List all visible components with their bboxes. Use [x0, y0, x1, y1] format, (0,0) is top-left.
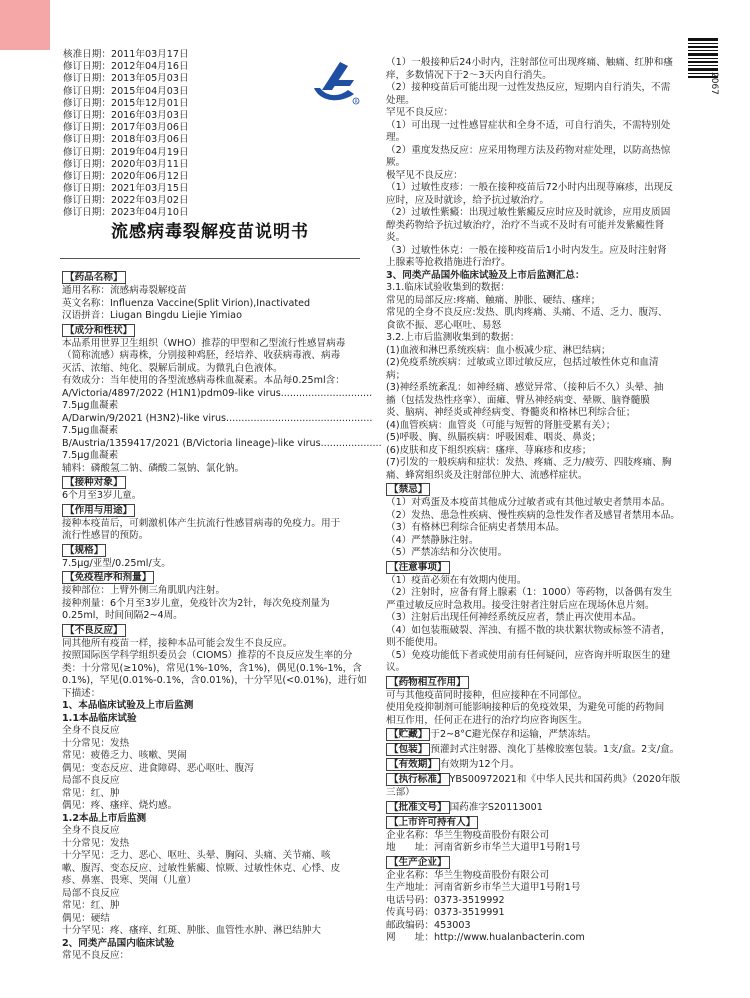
- section-heading-line: [62, 323, 368, 338]
- section-heading: 【接种对象】: [62, 476, 126, 489]
- section-heading: 【作用与用途】: [62, 504, 135, 517]
- title-divider: [60, 258, 360, 259]
- section-heading-line: [386, 757, 716, 772]
- text-line: (6)皮肤和皮下组织疾病：瘙痒、荨麻疹和皮疹；: [386, 444, 592, 456]
- pink-corner-mark: [0, 0, 50, 50]
- text-line: （2）接种疫苗后可能出现一过性发热反应，短期内自行消失，不需: [386, 82, 671, 93]
- text-line: （4）严禁静脉注射。: [386, 534, 479, 546]
- text-line: 英文名称：Influenza Vaccine(Split Virion),Inactivated: [62, 297, 311, 309]
- section-heading: 【执行标准】: [386, 773, 450, 786]
- text-line: 接种部位：上臂外侧三角肌肌内注射。: [62, 585, 226, 596]
- text-line: （3）过敏性休克：一般在接种疫苗后1小时内发生。应及时注射肾: [386, 244, 667, 256]
- text-line: 罕见不良反应：: [386, 107, 454, 118]
- text-line: 相互作用，任何正在进行的治疗均应咨询医生。: [386, 714, 588, 726]
- section-heading-line: [62, 623, 368, 638]
- text-line: 上腺素等抢救措施进行治疗。: [386, 257, 511, 268]
- section-heading: 【药品名称】: [62, 271, 126, 284]
- text-line: 偶见：变态反应、进食障碍、恶心呕吐、腹泻: [62, 762, 254, 774]
- text-line: (3)神经系统紊乱：如神经痛、感觉异常、（接种后不久）头晕、抽: [386, 382, 664, 393]
- text-line: 十分罕见：疼、瘙痒、红斑、肿胀、血管性水肿、淋巴结肿大: [62, 925, 322, 936]
- text-line: 食欲不振、恶心呕吐、易怒: [386, 319, 502, 331]
- text-line: 本品系用世界卫生组织（WHO）推荐的甲型和乙型流行性感冒病毒: [62, 337, 346, 349]
- section-heading: 【有效期】: [386, 758, 440, 771]
- text-line: 流行性感冒的预防。: [62, 530, 149, 541]
- section-heading-line: [386, 772, 716, 787]
- section-heading: 【不良反应】: [62, 624, 126, 637]
- text-line: 全身不良反应: [62, 825, 120, 836]
- text-line: 疹、鼻塞、畏寒、哭闹（儿童）: [62, 875, 197, 886]
- subsection-heading: 1、本品临床试验及上市后监测: [62, 700, 194, 711]
- text-line: 通用名称：流感病毒裂解疫苗: [62, 285, 187, 296]
- text-line: 痒，多数情况下于2～3天内自行消失。: [386, 69, 552, 81]
- text-line: 使用免疫抑制剂可能影响接种后的免疫效果，为避免可能的药物间: [386, 702, 665, 713]
- text-line: 可与其他疫苗同时接种，但应接种在不同部位。: [386, 689, 588, 701]
- barcode-number: 2067: [709, 72, 719, 95]
- text-line: 十分罕见：乏力、恶心、呕吐、头晕、胸闷、头痛、关节痛、咳: [62, 850, 331, 861]
- section-heading: 【批准文号】: [386, 801, 450, 814]
- text-line: 灭活、浓缩、纯化、裂解后制成。为微乳白色液体。: [62, 362, 283, 374]
- text-line: 接种剂量：6个月至3岁儿童，免疫针次为2针，每次免疫剂量为: [62, 597, 330, 609]
- text-line: （1）可出现一过性感冒症状和全身不适，可自行消失，不需特别处: [386, 119, 671, 131]
- section-heading: 【规格】: [62, 544, 106, 557]
- text-line: 则不能使用。: [386, 637, 444, 648]
- revision-date: 修订日期：2021年03月15日: [63, 183, 189, 195]
- company-logo-icon: [310, 58, 360, 108]
- text-line: 应时，应及时就诊，给予抗过敏治疗。: [386, 194, 550, 206]
- text-line: （2）注射时，应备有肾上腺素（1：1000）等药物，以备偶有发生: [386, 587, 673, 598]
- text-line: 常见：疲倦乏力、咳嗽、哭闹: [62, 750, 187, 761]
- text-line: 6个月至3岁儿童。: [62, 490, 142, 501]
- section-heading: 【成分和性状】: [62, 324, 135, 337]
- text-line: (4)血管疾病：血管炎（可能与短暂的肾脏受累有关）；: [386, 419, 616, 431]
- section-heading-line: [62, 503, 368, 518]
- text-line: 电话号码：0373-3519992: [386, 894, 505, 906]
- section-heading: 【禁忌】: [386, 483, 430, 496]
- text-line: （2）发热、患急性疾病、慢性疾病的急性发作者及感冒者禁用本品。: [386, 509, 680, 521]
- revision-date: 修订日期：2013年05月03日: [63, 73, 189, 85]
- text-line: 同其他所有疫苗一样，接种本品可能会发生不良反应。: [62, 637, 293, 649]
- revision-date: 修订日期：2019年04月19日: [63, 146, 189, 158]
- revision-date: 修订日期：2015年12月01日: [63, 97, 189, 109]
- revision-date: 修订日期：2020年03月11日: [63, 158, 189, 170]
- revision-date: 修订日期：2015年04月03日: [63, 85, 189, 97]
- text-line: 极罕见不良反应：: [386, 169, 463, 181]
- section-heading-line: [386, 727, 716, 742]
- text-line: 议。: [386, 662, 406, 673]
- text-line: 处理。: [386, 94, 415, 106]
- section-heading: 【上市许可持有人】: [386, 816, 478, 829]
- revision-date: 修订日期：2016年03月03日: [63, 109, 189, 121]
- text-line: 汉语拼音：Liugan Bingdu Liejie Yimiao: [62, 310, 242, 321]
- revision-date: 修订日期：2020年06月12日: [63, 170, 189, 182]
- text-line: 0.1%)，罕见(0.01%-0.1%，含0.01%)，十分罕见(<0.01%)，进行如: [62, 675, 367, 686]
- text-line: A/Darwin/9/2021 (H3N2)-like virus................................................: [62, 412, 373, 424]
- text-line: 7.5μg血凝素: [62, 425, 119, 436]
- subsection-heading: 1.1本品临床试验: [62, 712, 137, 724]
- text-line: 十分常见：发热: [62, 737, 130, 749]
- text-line: 传真号码：0373-3519991: [386, 907, 505, 918]
- section-heading: 【贮藏】: [386, 728, 430, 741]
- text-line: 三部）: [386, 787, 415, 798]
- text-line: （1）对鸡蛋及本疫苗其他成分过敏者或有其他过敏史者禁用本品。: [386, 497, 671, 508]
- text-line: 十分常见：发热: [62, 837, 130, 849]
- text-line: 炎。: [386, 232, 406, 243]
- text-line: （4）如包装瓶破裂、浑浊、有摇不散的块状絮状物或标签不清者，: [386, 624, 671, 636]
- text-line: 严重过敏反应时急救用。接受注射者注射后应在现场休息片刻。: [386, 599, 655, 611]
- text-line: 理。: [386, 132, 406, 143]
- text-line: 局部不良反应: [62, 775, 120, 786]
- text-line: 局部不良反应: [62, 887, 120, 899]
- text-line: 3.1.临床试验收集到的数据：: [386, 282, 510, 293]
- text-line: （1）一般接种后24小时内，注射部位可出现疼痛、触痛、红肿和瘙: [386, 57, 673, 68]
- text-line: 偶见：疼、瘙痒、烧灼感。: [62, 800, 178, 811]
- text-line: （2）过敏性紫癜：出现过敏性紫癜反应时应及时就诊，应用皮质固: [386, 207, 671, 218]
- text-line: 常见不良反应：: [62, 950, 130, 961]
- section-inline-text: 于2~8°C避光保存和运输，严禁冻结。: [430, 729, 597, 740]
- text-line: （1）疫苗必须在有效期内使用。: [386, 574, 527, 586]
- section-heading: 【注意事项】: [386, 561, 450, 574]
- revision-date: 修订日期：2018年03月06日: [63, 134, 189, 146]
- text-line: 7.5μg/亚型/0.25ml/支。: [62, 557, 171, 569]
- revision-date: 修订日期：2017年03月06日: [63, 122, 189, 134]
- text-line: 地 址：河南省新乡市华兰大道甲1号附1号: [386, 842, 581, 853]
- text-line: 按照国际医学科学组织委员会（CIOMS）推荐的不良反应发生率的分: [62, 650, 353, 661]
- text-line: 企业名称：华兰生物疫苗股份有限公司: [386, 869, 550, 881]
- text-line: (5)呼吸、胸、纵膈疾病：呼吸困难、咽炎、鼻炎；: [386, 432, 602, 443]
- text-line: 7.5μg血凝素: [62, 400, 119, 411]
- text-line: 下描述：: [62, 687, 101, 699]
- text-line: 搐（包括发热性痉挛）、面瘫、臂丛神经病变、晕厥、脑脊髓膜: [386, 394, 650, 406]
- text-line: 辅料：磷酸氢二钠、磷酸二氢钠、氯化钠。: [62, 462, 245, 474]
- section-heading: 【药物相互作用】: [386, 676, 469, 689]
- section-heading-line: [386, 560, 716, 575]
- text-line: 接种本疫苗后，可刺激机体产生抗流行性感冒病毒的免疫力。用于: [62, 517, 341, 529]
- text-line: 7.5μg血凝素: [62, 450, 119, 461]
- text-line: B/Austria/1359417/2021 (B/Victoria lineage)-like virus....................: [62, 437, 382, 449]
- text-line: （3）注射后出现任何神经系统反应者，禁止再次使用本品。: [386, 612, 642, 623]
- text-line: 常见：红、肿: [62, 787, 120, 799]
- text-line: 生产地址：河南省新乡市华兰大道甲1号附1号: [386, 882, 581, 893]
- subsection-heading: 3、同类产品国外临床试验及上市后监测汇总：: [386, 269, 585, 281]
- text-line: 0.25ml，时间间隔2~4周。: [62, 610, 183, 621]
- section-heading-line: [386, 675, 716, 690]
- text-line: (7)引发的一般疾病和症状：发热、疼痛、乏力/疲劳、四肢疼痛、胸: [386, 457, 672, 468]
- section-inline-text: 国药准字S20113001: [449, 801, 543, 813]
- text-line: 常见：红、肿: [62, 900, 120, 911]
- left-column: [62, 270, 382, 963]
- revision-date: 修订日期：2023年04月10日: [63, 207, 189, 219]
- text-line: 网 址：http://www.hualanbacterin.com: [386, 932, 585, 943]
- section-heading-line: [62, 543, 368, 558]
- document-title: 流感病毒裂解疫苗说明书: [111, 222, 309, 242]
- section-heading-line: [386, 482, 716, 497]
- text-line: 类：十分常见(≥10%)，常见(1%-10%，含1%)，偶见(0.1%-1%，含: [62, 662, 362, 674]
- section-inline-text: YBS00972021和《中华人民共和国药典》（2020年版: [449, 774, 681, 785]
- revision-date: 核准日期：2011年03月17日: [63, 49, 189, 60]
- section-inline-text: 预灌封式注射器、溴化丁基橡胶塞包装。1支/盒。2支/盒。: [430, 744, 680, 755]
- subsection-heading: 2、同类产品国内临床试验: [62, 937, 175, 949]
- text-line: 偶见：硬结: [62, 912, 110, 924]
- text-line: 常见的全身不良反应:发热、肌肉疼痛、头痛、不适、乏力、腹泻、: [386, 307, 668, 318]
- revision-dates: [63, 49, 233, 220]
- text-line: (2)免疫系统疾病：过敏或立即过敏反应，包括过敏性休克和血清: [386, 357, 659, 368]
- section-heading-line: [62, 570, 368, 585]
- text-line: （2）重度发热反应：应采用物理方法及药物对症处理，以防高热惊: [386, 144, 671, 156]
- text-line: 病；: [386, 369, 406, 381]
- text-line: A/Victoria/4897/2022 (H1N1)pdm09-like virus..............................: [62, 387, 373, 399]
- section-heading: 【包装】: [386, 743, 430, 756]
- subsection-heading: 1.2本品上市后监测: [62, 812, 147, 824]
- text-line: 企业名称：华兰生物疫苗股份有限公司: [386, 829, 550, 841]
- text-line: （1）过敏性皮疹：一般在接种疫苗后72小时内出现荨麻疹，出现反: [386, 182, 673, 193]
- text-line: 常见的局部反应:疼痛、触痛、肿胀、硬结、瘙痒；: [386, 294, 601, 306]
- text-line: 醇类药物给予抗过敏治疗，治疗不当或不及时有可能并发紫癜性肾: [386, 219, 665, 231]
- text-line: （简称流感）病毒株，分别接种鸡胚，经培养、收获病毒液、病毒: [62, 350, 341, 361]
- text-line: (1)血液和淋巴系统疾病：血小板减少症、淋巴结病；: [386, 344, 611, 356]
- text-line: （5）严禁冻结和分次使用。: [386, 547, 508, 558]
- section-heading-line: [386, 800, 716, 815]
- text-line: （5）免疫功能低下者或使用前有任何疑问，应咨询并听取医生的建: [386, 649, 671, 661]
- section-heading-line: [386, 815, 716, 830]
- svg-text:R: R: [354, 99, 358, 105]
- section-heading: 【免疫程序和剂量】: [62, 571, 154, 584]
- section-heading-line: [386, 855, 716, 870]
- text-line: 厥。: [386, 157, 406, 168]
- text-line: 邮政编码：453003: [386, 919, 471, 931]
- section-heading-line: [62, 475, 368, 490]
- revision-date: 修订日期：2012年04月16日: [63, 61, 189, 73]
- text-line: 炎、脑病、神经炎或神经病变、脊髓炎和格林巴利综合征；: [386, 407, 636, 418]
- section-heading: 【生产企业】: [386, 856, 450, 869]
- section-heading-line: [62, 270, 368, 285]
- text-line: 有效成分：当年使用的各型流感病毒株血凝素。本品每0.25ml含：: [62, 375, 345, 386]
- revision-date: 修订日期：2022年03月02日: [63, 195, 189, 207]
- text-line: （3）有格林巴利综合征病史者禁用本品。: [386, 522, 565, 533]
- text-line: 痛、蜂窝组织炎及注射部位肿大、流感样症状。: [386, 469, 588, 481]
- text-line: 全身不良反应: [62, 725, 120, 736]
- text-line: 3.2.上市后监测收集到的数据：: [386, 332, 520, 343]
- text-line: 嗽、腹泻、变态反应、过敏性紫癜、惊厥、过敏性休克、心悸、皮: [62, 862, 341, 874]
- section-heading-line: [386, 742, 716, 757]
- section-inline-text: 有效期为12个月。: [439, 759, 520, 770]
- right-column: [386, 57, 716, 945]
